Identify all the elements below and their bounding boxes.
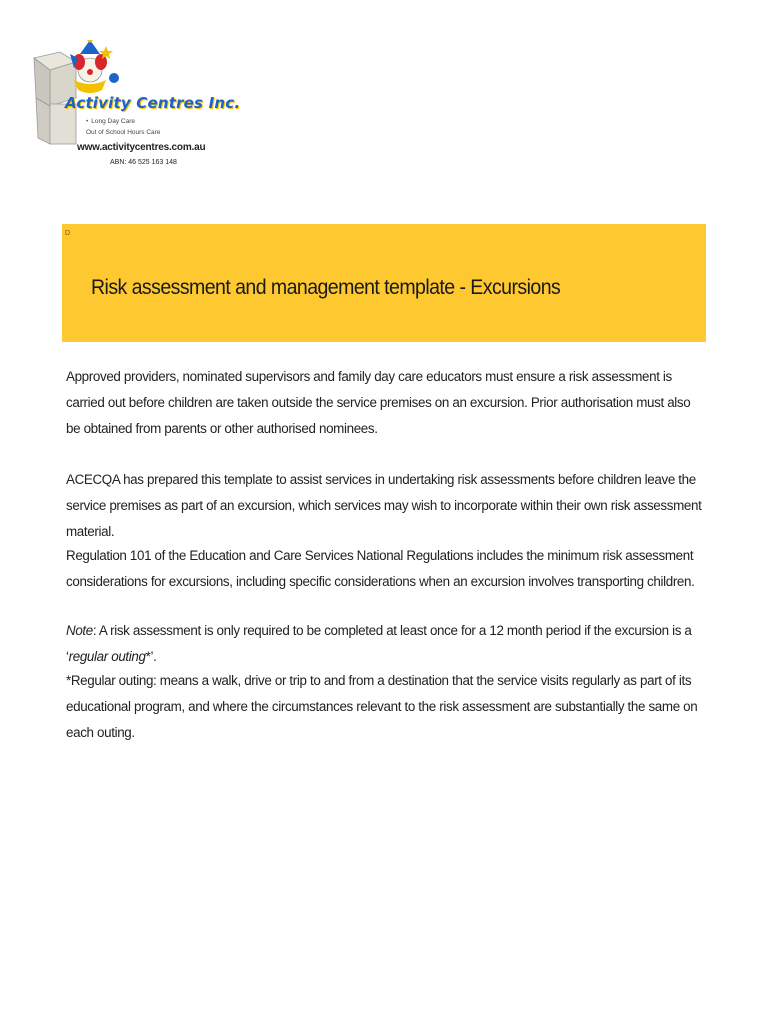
page-title: Risk assessment and management template - Excursions — [91, 276, 561, 299]
banner-mark: D — [65, 230, 71, 237]
note-term: regular outing — [68, 649, 146, 664]
title-banner — [62, 224, 706, 342]
logo-tagline-1-text: Long Day Care — [91, 118, 136, 125]
paragraph-approved-providers: Approved providers, nominated supervisors and family day care educators must ensure a risk assessment is carried out before children are taken outside the service premises on an excursion. Prior authorisation must also be obtained from parents or other authorised nominees. — [66, 369, 691, 436]
note-text-before: : A risk assessment is only required to be completed at least once for a 12 month period if the excursion is a ‘ — [66, 623, 692, 664]
paragraph-note — [66, 618, 706, 670]
paragraph-regulation-101: Regulation 101 of the Education and Care Services National Regulations includes the minimum risk assessment considerations for excursions, including specific considerations when an excursion involves transporting children. — [66, 548, 695, 589]
logo-tagline-2: Out of School Hours Care — [86, 129, 161, 136]
logo-name: Activity Centres Inc. — [65, 94, 241, 112]
logo-tagline-1 — [86, 118, 135, 125]
logo-url[interactable]: www.activitycentres.com.au — [77, 142, 206, 153]
note-text-after: *’. — [145, 649, 157, 664]
paragraph-acecqa: ACECQA has prepared this template to assist services in undertaking risk assessments before children leave the service premises as part of an excursion, which services may wish to incorporate within their own risk assessment material. — [66, 472, 702, 539]
paragraph-regular-outing-definition: *Regular outing: means a walk, drive or trip to and from a destination that the service visits regularly as part of its educational program, and where the circumstances relevant to the risk assessment are substantially the same on each outing. — [66, 673, 698, 740]
activity-centres-logo — [30, 40, 241, 175]
logo-phone: ABN: 46 525 163 148 — [110, 159, 177, 166]
bullet-icon: • — [86, 118, 89, 125]
note-label: Note — [66, 623, 93, 638]
